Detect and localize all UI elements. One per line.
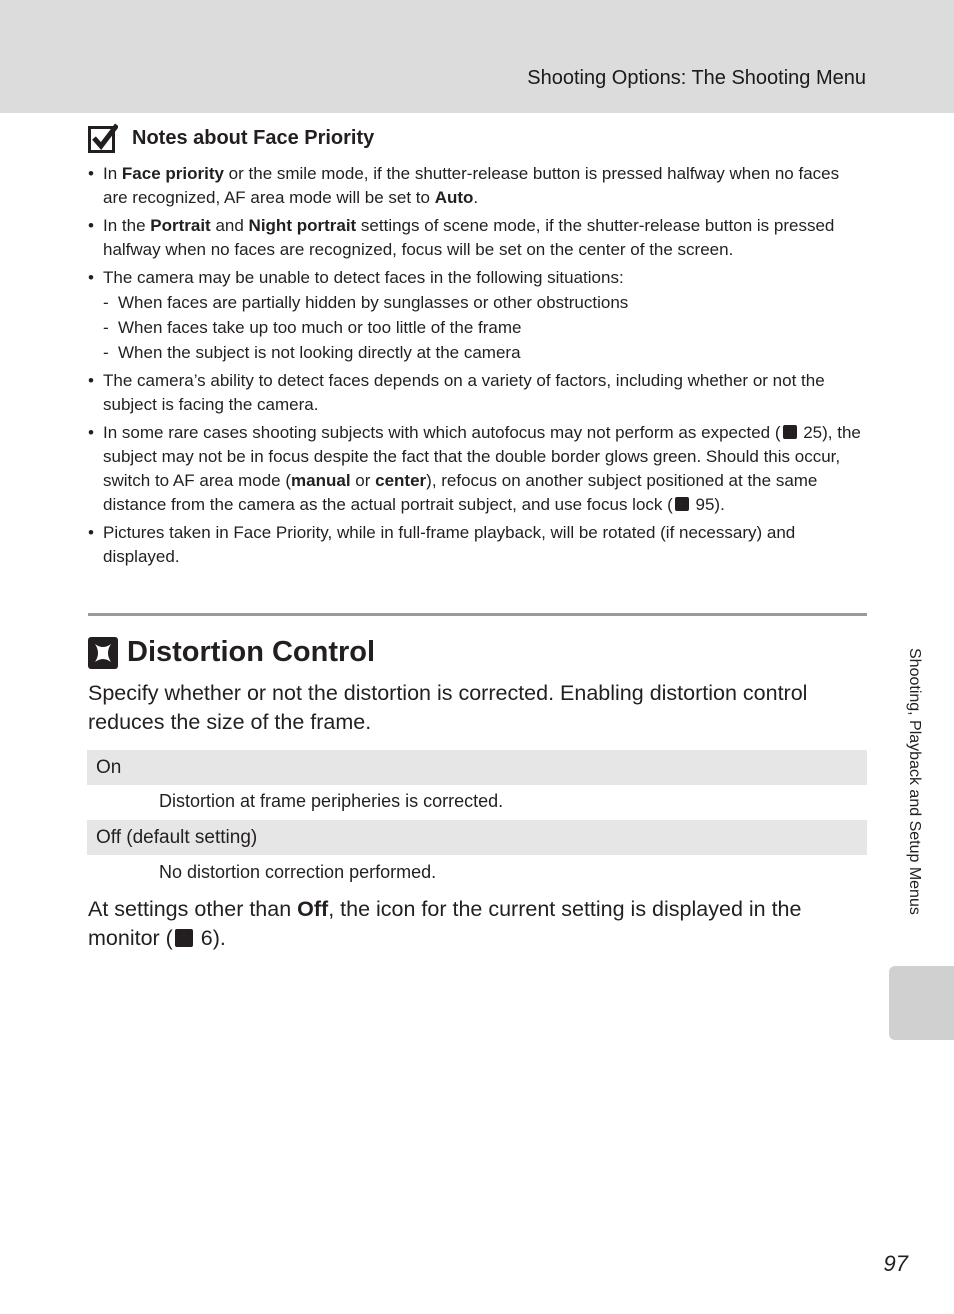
footer-text: At settings other than — [88, 897, 298, 921]
page-reference-icon — [675, 497, 689, 511]
note-bullet-face-priority — [88, 162, 868, 210]
page-reference-icon — [783, 425, 797, 439]
section-title: Distortion Control — [127, 636, 376, 668]
notes-box — [88, 118, 868, 569]
side-tab-marker — [889, 966, 954, 1040]
note-text: In some rare cases shooting subjects with which autofocus may not perform as expected ( — [103, 423, 781, 442]
note-text: or the smile mode, if the shutter-release button is pressed halfway when no faces are recognized, AF area mode will be set to — [103, 164, 840, 207]
note-text: and — [210, 216, 249, 235]
notes-title: Notes about Face Priority — [132, 126, 375, 149]
notes-header — [88, 118, 868, 158]
section-heading — [88, 636, 375, 669]
note-text: In — [103, 164, 122, 183]
note-text: 25), the subject may not be in focus despite the fact that the double border glows green. Should this occur, switch to AF area mode ( — [103, 423, 861, 490]
note-bold-term: Portrait — [150, 216, 211, 235]
header-title: Shooting Options: The Shooting Menu — [527, 67, 866, 89]
note-bold-term: Night portrait — [248, 216, 357, 235]
note-text: . — [473, 188, 479, 207]
option-desc-off: No distortion correction performed. — [159, 862, 437, 882]
option-row-off: Off (default setting) — [87, 820, 867, 855]
section-divider — [88, 613, 867, 616]
note-bold-term: Auto — [434, 188, 474, 207]
list-item: - When faces take up too much or too little of the frame — [103, 315, 868, 340]
section-footer-text — [88, 895, 867, 953]
notes-list — [88, 162, 868, 569]
note-bullet-rotation: • Pictures taken in Face Priority, while in full-frame playback, will be rotated (if necessary) and displayed. — [88, 521, 868, 569]
header-band — [0, 0, 954, 113]
distortion-control-icon — [88, 637, 118, 669]
note-bold-term: Face priority — [121, 164, 224, 183]
note-text: settings of scene mode, if the shutter-release button is pressed halfway when no faces are recognized, focus will be set on the center of the screen. — [103, 216, 835, 259]
check-icon — [88, 123, 118, 153]
note-text: The camera may be unable to detect faces in the following situations: — [103, 268, 624, 287]
note-bullet-rare-cases — [88, 421, 868, 517]
note-bold-term: manual — [291, 471, 351, 490]
note-bullet-detection — [88, 266, 868, 365]
note-text: 95). — [690, 495, 725, 514]
list-item: - When the subject is not looking directly at the camera — [103, 340, 868, 365]
detection-situations-list — [103, 290, 868, 365]
option-row-on: On — [87, 750, 867, 785]
note-text: ), refocus on another subject positioned at the same distance from the camera as the actual portrait subject, and use focus lock ( — [103, 471, 818, 514]
side-tab-label: Shooting, Playback and Setup Menus — [906, 648, 923, 915]
footer-text: 6). — [194, 926, 226, 950]
option-desc-on: Distortion at frame peripheries is corrected. — [159, 791, 504, 811]
page-number: 97 — [883, 1251, 908, 1276]
footer-bold-term: Off — [297, 897, 329, 921]
section-intro: Specify whether or not the distortion is corrected. Enabling distortion control reduces the size of the frame. — [88, 681, 808, 734]
footer-text: , the icon for the current setting is displayed in the monitor ( — [88, 897, 802, 950]
note-text: In the — [103, 216, 151, 235]
note-bold-term: center — [375, 471, 427, 490]
page-reference-icon — [175, 929, 193, 947]
note-bullet-factors: • The camera’s ability to detect faces depends on a variety of factors, including whether or not the subject is facing the camera. — [88, 369, 868, 417]
list-item: - When faces are partially hidden by sunglasses or other obstructions — [103, 290, 868, 315]
note-text: or — [350, 471, 376, 490]
note-bullet-portrait — [88, 214, 868, 262]
